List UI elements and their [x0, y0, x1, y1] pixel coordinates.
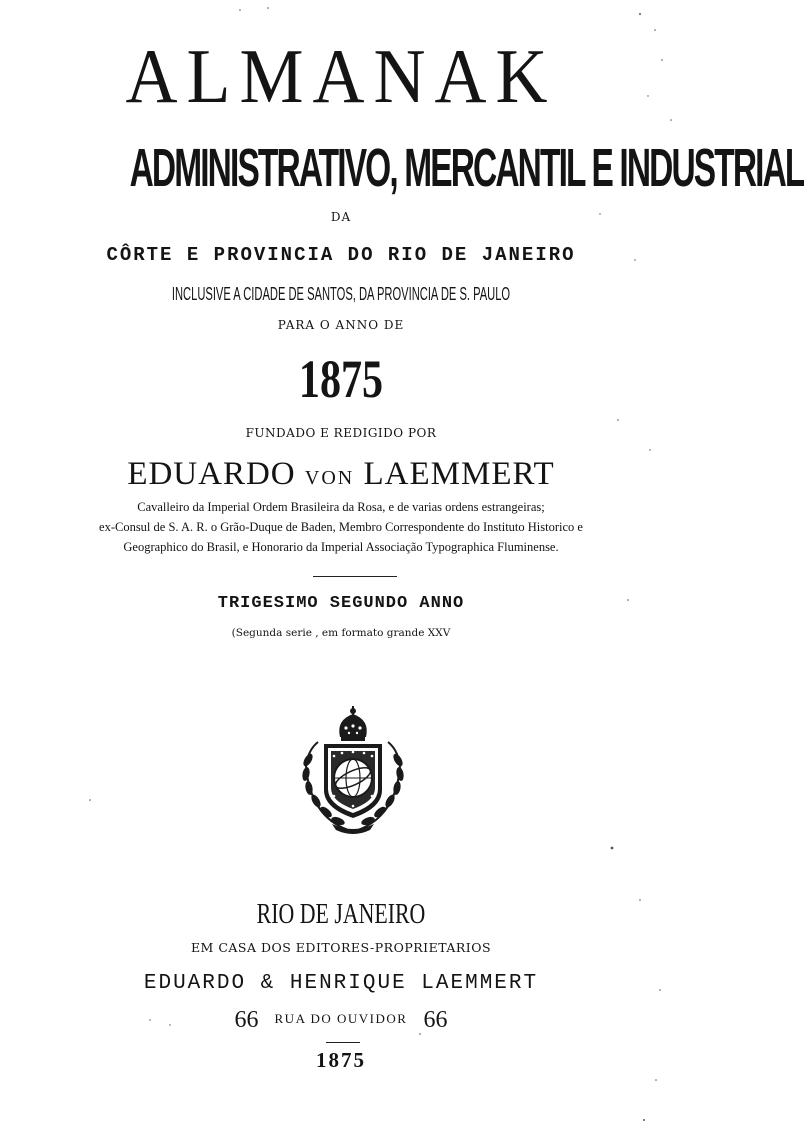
imprint-address: [0, 1004, 682, 1035]
almanak-title: ALMANAK: [125, 32, 557, 120]
credentials-line-1: Cavalleiro da Imperial Ordem Brasileira da Rosa, e de varias ordens estrangeiras;: [137, 500, 545, 514]
author-particle: VON: [304, 467, 355, 489]
author-last-name: LAEMMERT: [363, 456, 555, 492]
address-number-left: 66: [234, 1007, 259, 1033]
imperial-coat-of-arms-icon: [292, 706, 414, 836]
address-street: RUA DO OUVIDOR: [274, 1011, 408, 1026]
region-line: CÔRTE E PROVINCIA DO RIO DE JANEIRO: [106, 244, 576, 266]
imprint-house: EM CASA DOS EDITORES-PROPRIETARIOS: [190, 940, 492, 955]
year-intro: PARA O ANNO DE: [277, 318, 405, 332]
publication-year: 1875: [298, 349, 384, 409]
author-name: [0, 454, 682, 498]
address-number-right: 66: [423, 1007, 448, 1033]
almanak-subtitle: ADMINISTRATIVO, MERCANTIL E INDUSTRIAL: [129, 138, 804, 198]
inclusion-line: INCLUSIVE A CIDADE DE SANTOS, DA PROVINCIA DE S. PAULO: [171, 284, 511, 304]
imprint-publishers: EDUARDO & HENRIQUE LAEMMERT: [143, 972, 539, 995]
short-divider-rule: [326, 1042, 360, 1043]
imprint-year: 1875: [316, 1048, 366, 1072]
imprint-city: RIO DE JANEIRO: [256, 899, 426, 930]
edition-line: TRIGESIMO SEGUNDO ANNO: [217, 594, 465, 613]
founded-by-line: FUNDADO E REDIGIDO POR: [245, 426, 437, 440]
divider-rule: [313, 576, 397, 577]
series-note: (Segunda serie , em formato grande XXV: [231, 627, 451, 639]
author-first-name: EDUARDO: [127, 456, 296, 492]
connector-da: DA: [330, 210, 352, 224]
credentials-line-2: ex-Consul de S. A. R. o Grão-Duque de Baden, Membro Correspondente do Instituto Historico e: [99, 520, 583, 534]
credentials-line-3: Geographico do Brasil, e Honorario da Imperial Associação Typographica Fluminense.: [123, 540, 559, 554]
